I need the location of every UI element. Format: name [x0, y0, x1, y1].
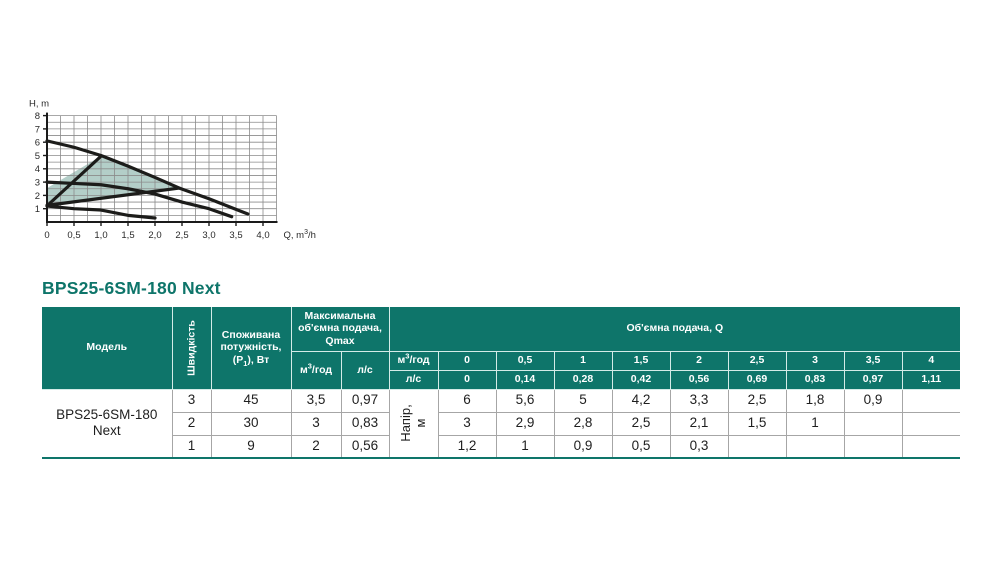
cell-model	[42, 389, 172, 458]
cell-h-value: 2,5	[612, 412, 670, 435]
unit-m3h-post: /год	[409, 354, 430, 367]
cell-power: 9	[211, 435, 291, 458]
svg-text:H, m: H, m	[29, 98, 50, 110]
header-qflow-unit-lps: л/с	[389, 370, 438, 389]
q-value: 0	[438, 351, 496, 370]
svg-text:3,5: 3,5	[229, 230, 243, 241]
q-lps-value: 0	[438, 370, 496, 389]
cell-h-value: 2,5	[728, 389, 786, 412]
cell-h-value	[902, 389, 960, 412]
svg-text:7: 7	[34, 124, 40, 136]
q-value: 3,5	[844, 351, 902, 370]
svg-text:5: 5	[34, 150, 40, 162]
unit-m3h-post: /год	[311, 363, 333, 376]
svg-text:0,5: 0,5	[67, 230, 81, 241]
cell-h-value: 5,6	[496, 389, 554, 412]
header-power-line3-post: ), Вт	[247, 354, 270, 367]
svg-text:3,0: 3,0	[202, 230, 216, 241]
cell-h-value: 4,2	[612, 389, 670, 412]
q-value: 3	[786, 351, 844, 370]
pump-curve-chart	[14, 92, 354, 257]
cell-h-value: 0,3	[670, 435, 728, 458]
svg-text:1,5: 1,5	[121, 230, 135, 241]
cell-h-value: 1	[786, 412, 844, 435]
cell-h-value: 0,5	[612, 435, 670, 458]
svg-text:2,5: 2,5	[175, 230, 189, 241]
header-qmax-lps: л/с	[341, 351, 389, 389]
svg-text:1: 1	[34, 204, 40, 216]
model-value-line2: Next	[92, 423, 121, 439]
header-speed	[172, 307, 211, 389]
header-qflow-unit-m3h	[389, 351, 438, 370]
header-qflow: Об'ємна подача, Q	[389, 307, 960, 351]
cell-h-value	[902, 412, 960, 435]
q-lps-value: 1,11	[902, 370, 960, 389]
header-speed-label: Швидкість	[185, 319, 198, 376]
cell-qmax-m3h: 2	[291, 435, 341, 458]
unit-m3h-pre: м	[299, 363, 308, 376]
unit-m3h-sup: 3	[307, 361, 312, 371]
unit-m3h-pre: м	[397, 354, 406, 367]
cell-h-value: 0,9	[554, 435, 612, 458]
cell-h-value: 1,5	[728, 412, 786, 435]
cell-h-value: 2,1	[670, 412, 728, 435]
head-label-line2: м	[412, 418, 428, 428]
cell-head-label	[389, 389, 438, 458]
q-value: 2	[670, 351, 728, 370]
cell-h-value: 0,9	[844, 389, 902, 412]
cell-h-value: 2,9	[496, 412, 554, 435]
svg-text:1,0: 1,0	[94, 230, 108, 241]
svg-text:2,0: 2,0	[148, 230, 162, 241]
svg-text:6: 6	[34, 137, 40, 149]
svg-text:4,0: 4,0	[256, 230, 270, 241]
q-value: 0,5	[496, 351, 554, 370]
x-axis-title: Q, $m^3/h$	[283, 229, 316, 241]
unit-m3h-sup: 3	[405, 351, 410, 361]
model-value-line1: BPS25-6SM-180	[56, 407, 158, 423]
q-value: 1	[554, 351, 612, 370]
cell-speed: 1	[172, 435, 211, 458]
q-value: 2,5	[728, 351, 786, 370]
cell-h-value: 1	[496, 435, 554, 458]
svg-text:4: 4	[34, 164, 40, 176]
cell-h-value	[728, 435, 786, 458]
header-model: Модель	[42, 307, 172, 389]
head-label-line1: Напір,	[397, 404, 413, 442]
cell-h-value: 1,8	[786, 389, 844, 412]
header-power-subscript: 1	[243, 359, 248, 369]
cell-qmax-lps: 0,56	[341, 435, 389, 458]
spec-table	[42, 307, 960, 459]
cell-power: 30	[211, 412, 291, 435]
cell-speed: 2	[172, 412, 211, 435]
q-value: 4	[902, 351, 960, 370]
header-qmax-m3h	[291, 351, 341, 389]
cell-qmax-m3h: 3,5	[291, 389, 341, 412]
svg-text:8: 8	[34, 111, 40, 122]
cell-h-value: 5	[554, 389, 612, 412]
cell-qmax-lps: 0,97	[341, 389, 389, 412]
pump-curve-svg	[14, 92, 354, 257]
q-lps-value: 0,56	[670, 370, 728, 389]
cell-h-value: 1,2	[438, 435, 496, 458]
cell-h-value: 3	[438, 412, 496, 435]
cell-h-value	[844, 412, 902, 435]
q-lps-value: 0,97	[844, 370, 902, 389]
cell-h-value: 2,8	[554, 412, 612, 435]
cell-power: 45	[211, 389, 291, 412]
cell-h-value	[902, 435, 960, 458]
header-qmax: Максимальна об'ємна подача, Qmax	[291, 307, 389, 351]
header-power-line2: потужність,	[220, 341, 282, 354]
q-lps-value: 0,69	[728, 370, 786, 389]
svg-text:2: 2	[34, 190, 40, 202]
q-lps-value: 0,28	[554, 370, 612, 389]
q-lps-value: 0,83	[786, 370, 844, 389]
q-lps-value: 0,14	[496, 370, 554, 389]
cell-speed: 3	[172, 389, 211, 412]
svg-text:0: 0	[44, 230, 50, 241]
header-power	[211, 307, 291, 389]
q-value: 1,5	[612, 351, 670, 370]
q-lps-value: 0,42	[612, 370, 670, 389]
cell-h-value	[844, 435, 902, 458]
cell-h-value	[786, 435, 844, 458]
header-power-line1: Споживана	[221, 328, 281, 341]
cell-h-value: 3,3	[670, 389, 728, 412]
cell-qmax-m3h: 3	[291, 412, 341, 435]
page-title: BPS25-6SM-180 Next	[42, 278, 221, 298]
cell-h-value: 6	[438, 389, 496, 412]
svg-text:3: 3	[34, 177, 40, 189]
cell-qmax-lps: 0,83	[341, 412, 389, 435]
header-power-line3-pre: (P	[232, 354, 244, 367]
